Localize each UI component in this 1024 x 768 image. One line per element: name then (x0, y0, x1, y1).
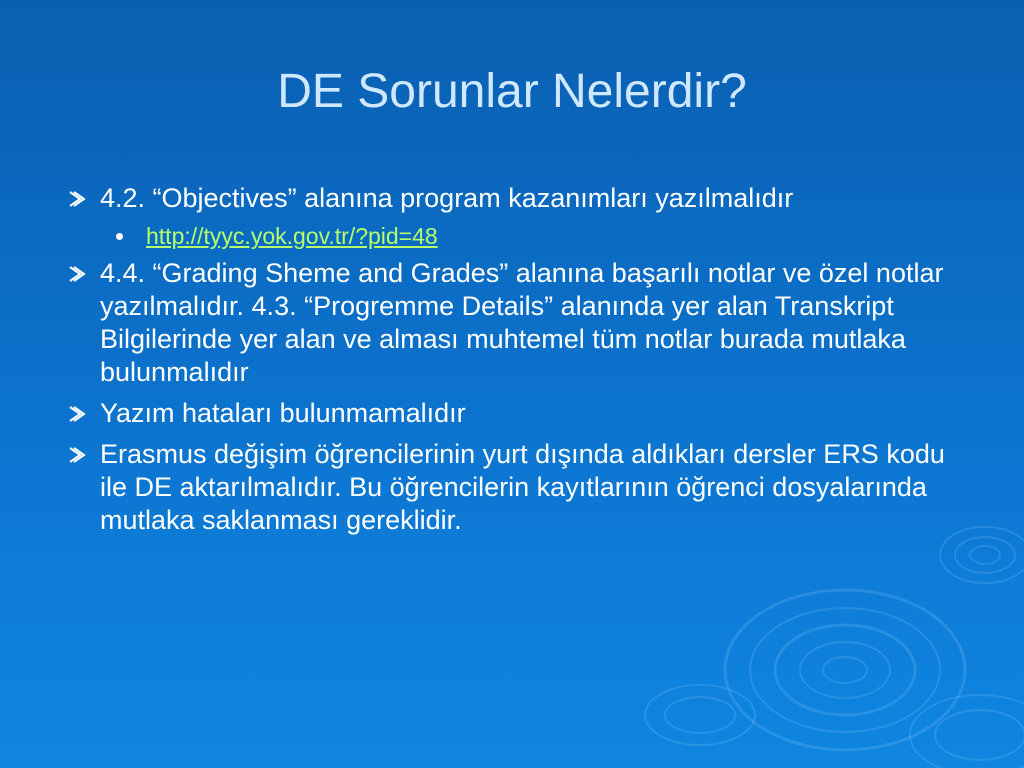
arrow-bullet-icon (66, 189, 86, 209)
bullet-item-grading (66, 257, 966, 389)
bullet-item-typos (66, 397, 966, 430)
bullet-item-erasmus (66, 438, 966, 537)
arrow-bullet-icon (66, 404, 86, 424)
arrow-bullet-icon (66, 264, 86, 284)
slide-title: DE Sorunlar Nelerdir? (277, 65, 747, 118)
sub-bullet-link (66, 221, 966, 251)
bullet-list (66, 182, 966, 545)
arrow-bullet-icon (66, 445, 86, 465)
bullet-item-objectives (66, 182, 966, 215)
dot-bullet-icon (116, 233, 123, 240)
bullet-text: 4.4. “Grading Sheme and Grades” alanına başarılı notlar ve özel notlar yazılmalıdır. 4.3. “Progremme Details” alanında yer alan Transkript Bilgilerinde yer alan ve alması muhtemel tüm notlar burada mutlaka bulunmalıdır (100, 258, 944, 387)
bullet-text: Erasmus değişim öğrencilerinin yurt dışında aldıkları dersler ERS kodu ile DE aktarılmalıdır. Bu öğrencilerin kayıtlarının öğrenci dosyalarında mutlaka saklanması gereklidir. (100, 439, 945, 535)
tyyc-link[interactable]: http://tyyc.yok.gov.tr/?pid=48 (146, 223, 438, 249)
bullet-text: 4.2. “Objectives” alanına program kazanımları yazılmalıdır (100, 183, 794, 213)
bullet-text: Yazım hataları bulunmamalıdır (100, 398, 466, 428)
